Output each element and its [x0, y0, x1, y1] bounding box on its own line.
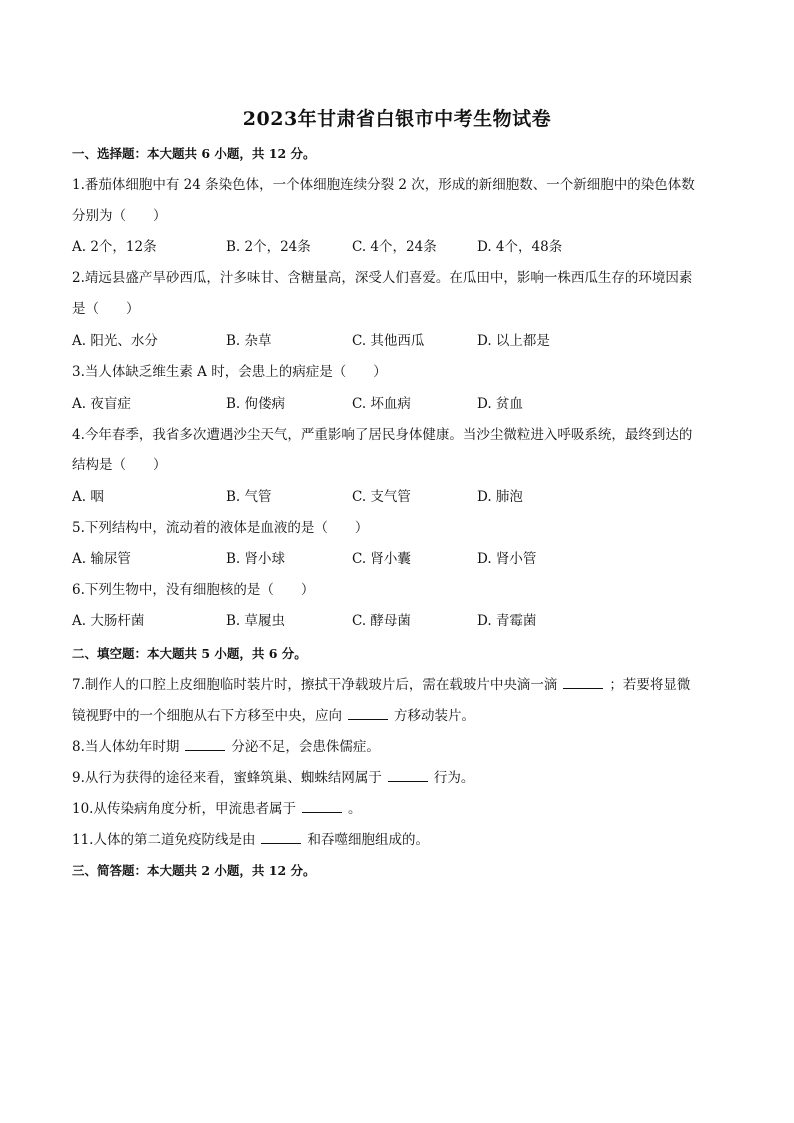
- q6-option-d: D. 青霉菌: [477, 613, 537, 629]
- q7-part-d: 方移动装片。: [394, 708, 475, 724]
- q3-option-a: A. 夜盲症: [72, 396, 131, 412]
- question-7-text: [72, 676, 690, 694]
- q9-part-b: 行为。: [433, 770, 475, 786]
- q1-option-d: D. 4个，48条: [477, 239, 563, 255]
- q8-part-b: 分泌不足，会患侏儒症。: [231, 739, 380, 755]
- q6-option-a: A. 大肠杆菌: [72, 613, 145, 629]
- q10-part-b: 。: [347, 801, 362, 817]
- q7-part-c: 镜视野中的一个细胞从右下方移至中央，应向: [72, 708, 342, 724]
- q7-part-a: 7.制作人的口腔上皮细胞临时装片时，擦拭干净载玻片后，需在载玻片中央滴一滴: [72, 677, 558, 693]
- q5-option-a: A. 输尿管: [72, 551, 131, 567]
- section-choice-heading: 一、选择题：本大题共 6 小题，共 12 分。: [72, 146, 316, 161]
- q4-option-a: A. 咽: [72, 489, 104, 505]
- question-1-text-cont: 分别为（ ）: [72, 208, 167, 224]
- q11-part-b: 和吞噬细胞组成的。: [307, 832, 429, 848]
- q6-option-b: B. 草履虫: [226, 613, 286, 629]
- q8-part-a: 8.当人体幼年时期: [72, 739, 180, 755]
- q9-blank: [388, 769, 428, 782]
- section-fill-heading: 二、填空题：本大题共 5 小题，共 6 分。: [72, 646, 307, 661]
- question-6-text: 6.下列生物中，没有细胞核的是（ ）: [72, 582, 315, 598]
- q6-option-c: C. 酵母菌: [352, 613, 411, 629]
- question-4-text-cont: 结构是（ ）: [72, 457, 167, 473]
- question-4-text: 4.今年春季，我省多次遭遇沙尘天气，严重影响了居民身体健康。当沙尘微粒进入呼吸系统，最终到达的: [72, 427, 693, 443]
- question-11-text: [72, 831, 429, 849]
- question-10-text: [72, 800, 361, 818]
- q1-option-b: B. 2个，24条: [226, 239, 311, 255]
- q2-option-a: A. 阳光、水分: [72, 333, 158, 349]
- question-8-text: [72, 738, 380, 756]
- q4-option-d: D. 肺泡: [477, 489, 523, 505]
- question-5-text: 5.下列结构中，流动着的液体是血液的是（ ）: [72, 520, 369, 536]
- question-3-text: 3.当人体缺乏维生素 A 时，会患上的病症是（ ）: [72, 364, 387, 380]
- question-2-text: 2.靖远县盛产旱砂西瓜，汁多味甘、含糖量高，深受人们喜爱。在瓜田中，影响一株西瓜生存的环境因素: [72, 270, 693, 286]
- section-short-answer-heading: 三、简答题：本大题共 2 小题，共 12 分。: [72, 863, 316, 878]
- q5-option-c: C. 肾小囊: [352, 551, 411, 567]
- q3-option-b: B. 佝偻病: [226, 396, 286, 412]
- q2-option-d: D. 以上都是: [477, 333, 550, 349]
- question-9-text: [72, 769, 474, 787]
- q5-option-b: B. 肾小球: [226, 551, 286, 567]
- q11-blank: [261, 831, 301, 844]
- q4-option-b: B. 气管: [226, 489, 272, 505]
- q8-blank: [185, 738, 225, 751]
- q7-blank-2: [348, 707, 388, 720]
- q3-option-d: D. 贫血: [477, 396, 523, 412]
- q9-part-a: 9.从行为获得的途径来看，蜜蜂筑巢、蜘蛛结网属于: [72, 770, 382, 786]
- question-7-text-cont: [72, 707, 475, 725]
- question-2-text-cont: 是（ ）: [72, 301, 140, 317]
- exam-title: 2023年甘肃省白银市中考生物试卷: [242, 108, 552, 130]
- q7-blank-1: [563, 676, 603, 689]
- question-1-text: 1.番茄体细胞中有 24 条染色体，一个体细胞连续分裂 2 次，形成的新细胞数、一个新细胞中的染色体数: [72, 177, 695, 193]
- q3-option-c: C. 坏血病: [352, 396, 411, 412]
- q2-option-c: C. 其他西瓜: [352, 333, 425, 349]
- q10-blank: [302, 800, 342, 813]
- q10-part-a: 10.从传染病角度分析，甲流患者属于: [72, 801, 296, 817]
- q2-option-b: B. 杂草: [226, 333, 272, 349]
- q5-option-d: D. 肾小管: [477, 551, 537, 567]
- q1-option-a: A. 2个，12条: [72, 239, 157, 255]
- q1-option-c: C. 4个，24条: [352, 239, 437, 255]
- q4-option-c: C. 支气管: [352, 489, 411, 505]
- q7-part-b: ；若要将显微: [609, 677, 691, 693]
- q11-part-a: 11.人体的第二道免疫防线是由: [72, 832, 256, 848]
